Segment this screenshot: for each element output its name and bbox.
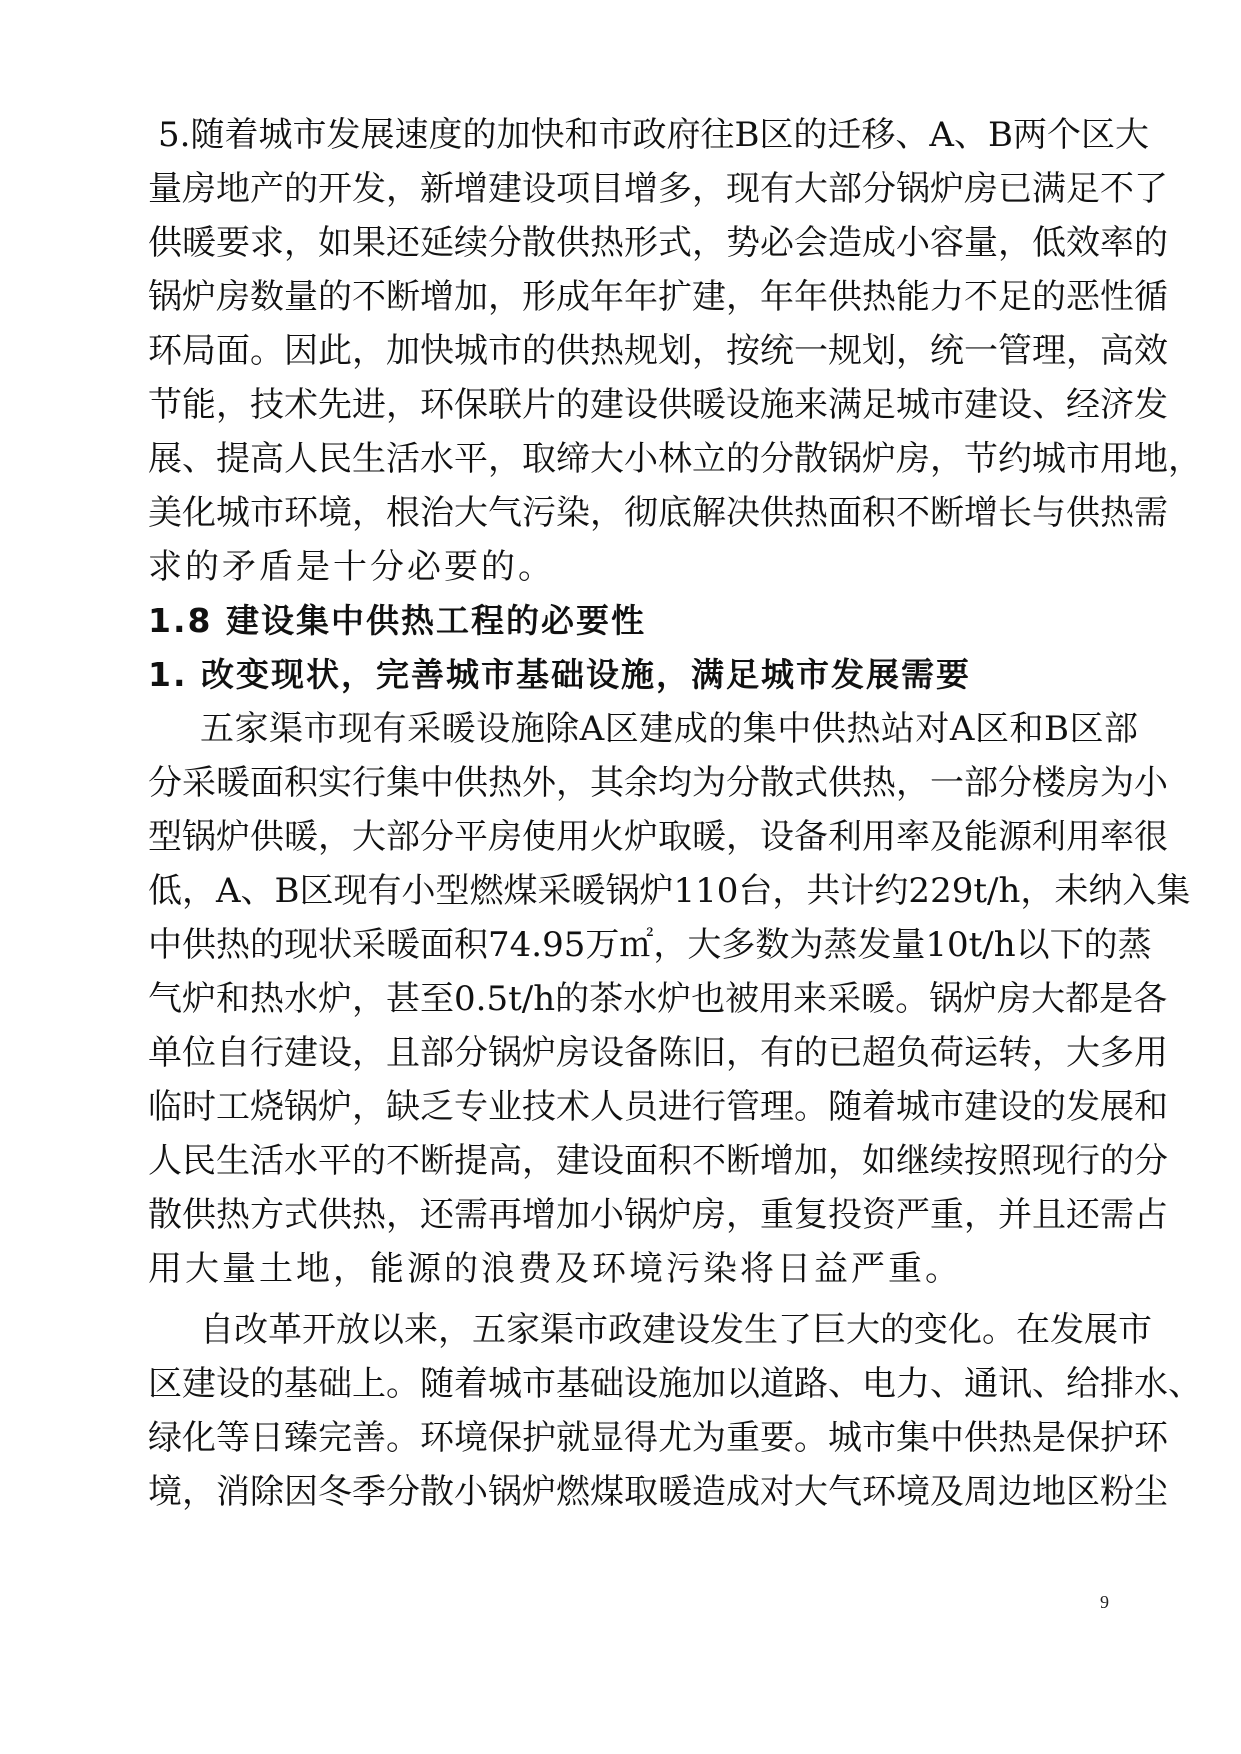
paragraph-2-line-5: 中供热的现状采暖面积74.95万㎡，大多数为蒸发量10t/h以下的蒸 <box>148 925 1152 965</box>
subheading: 1. 改变现状，完善城市基础设施，满足城市发展需要 <box>148 655 971 694</box>
paragraph-1-line-6: 节能，技术先进，环保联片的建设供暖设施来满足城市建设、经济发 <box>148 385 1168 425</box>
paragraph-2-line-1: 五家渠市现有采暖设施除A区建成的集中供热站对A区和B区部 <box>200 709 1138 749</box>
paragraph-2-line-7: 单位自行建设，且部分锅炉房设备陈旧，有的已超负荷运转，大多用 <box>148 1033 1168 1073</box>
paragraph-2-line-3: 型锅炉供暖，大部分平房使用火炉取暖，设备利用率及能源利用率很 <box>148 817 1168 857</box>
paragraph-2-line-8: 临时工烧锅炉，缺乏专业技术人员进行管理。随着城市建设的发展和 <box>148 1087 1168 1127</box>
paragraph-2-line-6: 气炉和热水炉，甚至0.5t/h的茶水炉也被用来采暖。锅炉房大都是各 <box>148 979 1168 1019</box>
paragraph-1-line-1: 5.随着城市发展速度的加快和市政府往B区的迁移、A、B两个区大 <box>158 115 1149 155</box>
paragraph-2-line-4: 低，A、B区现有小型燃煤采暖锅炉110台，共计约229t/h，未纳入集 <box>148 871 1191 911</box>
paragraph-1-line-5: 环局面。因此，加快城市的供热规划，按统一规划，统一管理，高效 <box>148 331 1168 371</box>
paragraph-1-line-7: 展、提高人民生活水平，取缔大小林立的分散锅炉房，节约城市用地， <box>148 439 1202 479</box>
paragraph-2-line-2: 分采暖面积实行集中供热外，其余均为分散式供热，一部分楼房为小 <box>148 763 1168 803</box>
paragraph-1-line-2: 量房地产的开发，新增建设项目增多，现有大部分锅炉房已满足不了 <box>148 169 1168 209</box>
paragraph-2-line-9: 人民生活水平的不断提高，建设面积不断增加，如继续按照现行的分 <box>148 1141 1168 1181</box>
paragraph-3-line-1: 自改革开放以来，五家渠市政建设发生了巨大的变化。在发展市 <box>200 1310 1152 1350</box>
page-number: 9 <box>1100 1592 1109 1612</box>
paragraph-2-line-10: 散供热方式供热，还需再增加小锅炉房，重复投资严重，并且还需占 <box>148 1195 1168 1235</box>
paragraph-1-line-8: 美化城市环境，根治大气污染，彻底解决供热面积不断增长与供热需 <box>148 493 1168 533</box>
paragraph-1-line-9: 求的矛盾是十分必要的。 <box>148 547 555 587</box>
paragraph-3-line-4: 境，消除因冬季分散小锅炉燃煤取暖造成对大气环境及周边地区粉尘 <box>148 1472 1168 1512</box>
paragraph-2-line-11: 用大量土地，能源的浪费及环境污染将日益严重。 <box>148 1249 962 1289</box>
section-heading: 1.8 建设集中供热工程的必要性 <box>148 601 646 640</box>
paragraph-1-line-4: 锅炉房数量的不断增加，形成年年扩建，年年供热能力不足的恶性循 <box>148 277 1168 317</box>
paragraph-3-line-2: 区建设的基础上。随着城市基础设施加以道路、电力、通讯、给排水、 <box>148 1364 1202 1404</box>
paragraph-1-line-3: 供暖要求，如果还延续分散供热形式，势必会造成小容量，低效率的 <box>148 223 1168 263</box>
paragraph-3-line-3: 绿化等日臻完善。环境保护就显得尤为重要。城市集中供热是保护环 <box>148 1418 1168 1458</box>
